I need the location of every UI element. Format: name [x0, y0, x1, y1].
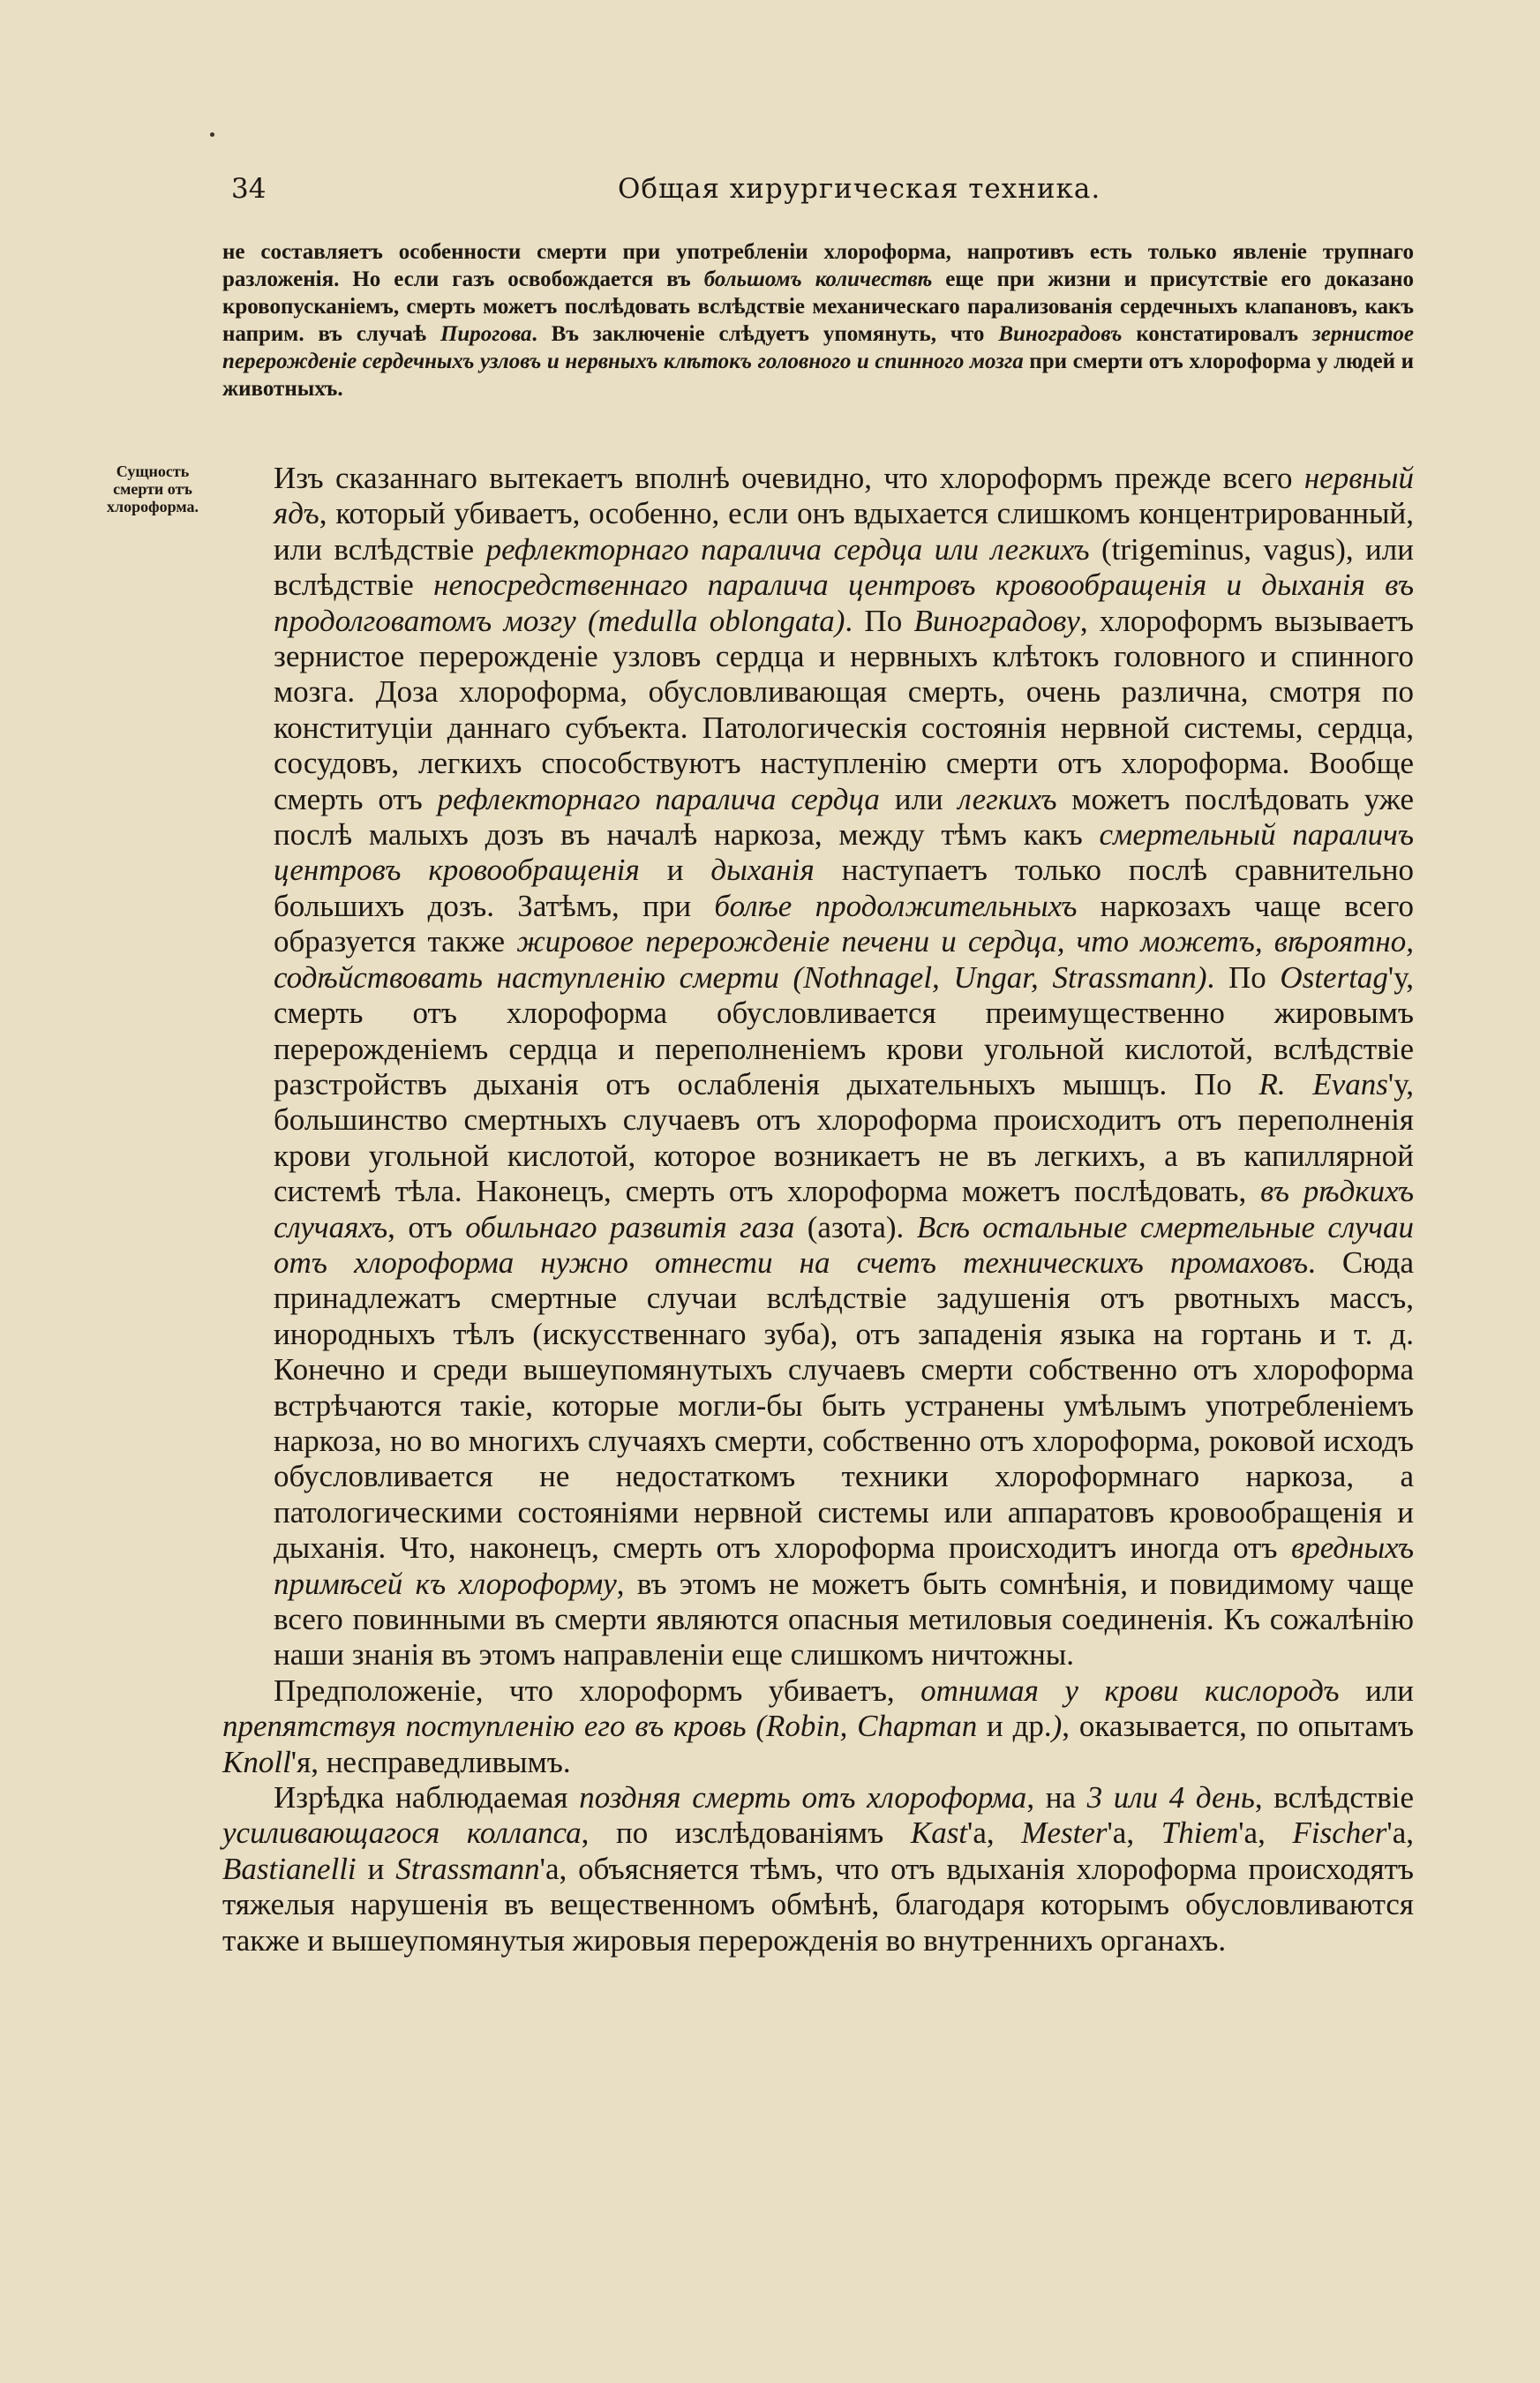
- italic-run: рефлекторнаго паралича сердца: [437, 781, 880, 816]
- text-run: , въ этомъ не можетъ быть сомнѣнія, и повидимому чаще всего повинными въ смерти являются опасныя метиловыя соединенія. Къ сожалѣнію наши знанія въ этомъ направленіи еще слишкомъ ничтожны.: [274, 1566, 1414, 1673]
- text-run: 'а,: [1107, 1815, 1161, 1851]
- text-run: и: [639, 853, 711, 888]
- text-run: , по изслѣдованіямъ: [581, 1815, 911, 1851]
- text-run: 'а,: [1238, 1815, 1293, 1851]
- text-run: , на: [1026, 1780, 1087, 1815]
- text-run: или: [879, 781, 958, 816]
- italic-run: Fischer: [1292, 1815, 1387, 1851]
- italic-run: Bastianelli: [222, 1851, 357, 1886]
- text-run: и: [356, 1851, 396, 1886]
- margin-note-line: смерти отъ: [113, 480, 192, 498]
- paragraph-1: [222, 461, 1414, 1673]
- text-run: 'я, несправедливымъ.: [290, 1744, 571, 1779]
- italic-run: дыханія: [710, 853, 815, 888]
- paragraph-2: [222, 1673, 1414, 1780]
- text-run: , который убиваетъ, особенно, если онъ вдыхается слишкомъ концентрированный, или вслѣдствіе: [274, 496, 1414, 567]
- italic-run: Виноградову: [913, 603, 1080, 638]
- italic-run: въ рѣдкихъ случаяхъ: [274, 1174, 1414, 1244]
- paragraph-3: [222, 1780, 1414, 1958]
- italic-run: Виноградовъ: [998, 322, 1123, 346]
- text-run: Изрѣдка наблюдаемая: [274, 1780, 580, 1815]
- italic-run: нервный ядъ: [274, 461, 1414, 531]
- text-run: . Сюда принадлежатъ смертные случаи вслѣдствіе задушенія отъ рвотныхъ массъ, инородныхъ тѣлъ (искусственнаго зуба), отъ западенія языка на гортань и т. д. Конечно и среди вышеупомянутыхъ случаевъ смерти собственно отъ хлороформа встрѣчаются такіе, которые могли-бы быть устранены умѣлымъ употребленіемъ наркоза, но во многихъ случаяхъ смерти, собственно отъ хлороформа, роковой исходъ обусловливается не недостаткомъ техники хлороформнаго наркоза, а патологическими состояніями нервной системы или аппаратовъ кровообращенія и дыханія. Что, наконецъ, смерть отъ хлороформа происходитъ иногда отъ: [274, 1244, 1414, 1566]
- ink-speck: [210, 132, 214, 137]
- margin-note: [86, 462, 219, 515]
- italic-run: жировое перерожденіе печени и сердца, что можетъ, вѣроятно, содѣйствовать наступленію смерти (Nothnagel, Ungar, Strassmann): [274, 924, 1414, 995]
- text-run: 'а,: [967, 1815, 1022, 1851]
- italic-run: усиливающагося коллапса: [222, 1815, 582, 1851]
- italic-run: Strassmann: [395, 1851, 540, 1886]
- text-run: , хлороформъ вызываетъ зернистое перерожденіе узловъ сердца и нервныхъ клѣтокъ головного и спинного мозга. Доза хлороформа, обусловливающая смерть, очень различна, смотря по конституціи даннаго субъекта. Патологическія состоянія нервной системы, сердца, сосудовъ, легкихъ способствуютъ наступленію смерти отъ хлороформа. Вообще смерть отъ: [274, 603, 1414, 816]
- text-run: наркозахъ чаще всего образуется также: [274, 888, 1414, 959]
- italic-run: Thiem: [1161, 1815, 1239, 1851]
- italic-run: ): [1051, 1709, 1063, 1744]
- italic-run: большомъ количествѣ: [703, 267, 933, 291]
- running-title: Общая хирургическая техника.: [618, 173, 1101, 205]
- italic-run: обильнаго развитія газа: [465, 1209, 795, 1244]
- page-number: 34: [231, 173, 267, 205]
- text-run: еще при жизни и присутствіе его доказано кровопусканіемъ, смерть можетъ послѣдовать вслѣдствіе механическаго парализованія сердечныхъ клапановъ, какъ наприм. въ случаѣ: [222, 267, 1414, 346]
- italic-run: Kast: [910, 1815, 968, 1851]
- text-run: 'у, смерть отъ хлороформа обусловливается преимущественно жировымъ перерожденіемъ сердца и переполненіемъ крови угольной кислотой, вслѣдствіе разстройствъ дыханія отъ ослабленія дыхательныхъ мышцъ. По: [274, 959, 1414, 1101]
- small-print-paragraph: [222, 238, 1414, 402]
- text-run: , отъ: [387, 1209, 466, 1244]
- italic-run: болѣе продолжительныхъ: [714, 888, 1078, 923]
- text-run: наступаетъ только послѣ сравнительно большихъ дозъ. Затѣмъ, при: [274, 853, 1415, 923]
- italic-run: Всѣ остальные смертельные случаи отъ хлороформа нужно отнести на счетъ техническихъ промаховъ: [274, 1209, 1414, 1280]
- text-run: при смерти отъ хлороформа у людей и животныхъ.: [222, 350, 1414, 401]
- italic-run: Ostertag: [1280, 959, 1388, 995]
- italic-run: зернистое перерожденіе сердечныхъ узловъ и нервныхъ клѣтокъ головного и спинного мозга: [222, 322, 1414, 373]
- italic-run: поздняя смерть отъ хлороформа: [579, 1780, 1027, 1815]
- text-run: , оказывается, по опытамъ: [1062, 1709, 1414, 1744]
- text-run: Изъ сказаннаго вытекаетъ вполнѣ очевидно, что хлороформъ прежде всего: [274, 461, 1304, 495]
- text-run: (trigeminus, vagus), или вслѣдствіе: [274, 531, 1414, 603]
- italic-run: 3 или 4 день: [1086, 1780, 1255, 1815]
- italic-run: Mester: [1021, 1815, 1108, 1851]
- text-run: . По: [1206, 959, 1281, 995]
- italic-run: R. Evans: [1258, 1066, 1388, 1101]
- text-run: констатировалъ: [1122, 322, 1313, 346]
- italic-run: вредныхъ примѣсей къ хлороформу: [274, 1530, 1414, 1601]
- text-run: или: [1339, 1673, 1414, 1708]
- text-run: Предположеніе, что хлороформъ убиваетъ,: [274, 1673, 921, 1708]
- text-run: 'а,: [1386, 1815, 1415, 1851]
- margin-note-line: Сущность: [116, 462, 190, 480]
- text-run: , вслѣдствіе: [1254, 1780, 1414, 1815]
- margin-note-line: хлороформа.: [107, 498, 199, 515]
- text-run: можетъ послѣдовать уже послѣ малыхъ дозъ въ началѣ наркоза, между тѣмъ какъ: [274, 781, 1414, 853]
- italic-run: Knoll: [222, 1744, 291, 1779]
- main-text: [222, 461, 1414, 1958]
- italic-run: отнимая у крови кислородъ: [920, 1673, 1340, 1708]
- italic-run: препятствуя поступленію его въ кровь (Robin, Chapman: [222, 1709, 978, 1744]
- italic-run: легкихъ: [958, 781, 1057, 816]
- italic-run: Пирогова: [439, 322, 532, 346]
- italic-run: рефлекторнаго паралича сердца или легкихъ: [485, 531, 1090, 567]
- italic-run: непосредственнаго паралича центровъ кровообращенія и дыханія въ продолговатомъ мозгу (medulla oblongata): [274, 568, 1414, 638]
- text-run: 'у, большинство смертныхъ случаевъ отъ хлороформа происходитъ отъ переполненія крови угольной кислотой, которое возникаетъ не въ легкихъ, а въ капиллярной системѣ тѣла. Наконецъ, смерть отъ хлороформа можетъ послѣдовать,: [274, 1066, 1414, 1209]
- text-run: (азота).: [794, 1209, 917, 1244]
- text-run: и др.: [977, 1709, 1052, 1744]
- text-run: 'а, объясняется тѣмъ, что отъ вдыханія хлороформа происходятъ тяжелыя нарушенія въ вещественномъ обмѣнѣ, благодаря которымъ обусловливаются также и вышеупомянутыя жировыя перерожденія во внутреннихъ органахъ.: [222, 1851, 1414, 1958]
- text-run: . По: [845, 603, 914, 638]
- text-run: не составляетъ особенности смерти при употребленіи хлороформа, напротивъ есть только явленіе трупнаго разложенія. Но если газъ освобождается въ: [222, 240, 1414, 291]
- text-run: . Въ заключеніе слѣдуетъ упомянуть, что: [531, 322, 999, 346]
- italic-run: смертельный параличъ центровъ кровообращенія: [274, 817, 1415, 888]
